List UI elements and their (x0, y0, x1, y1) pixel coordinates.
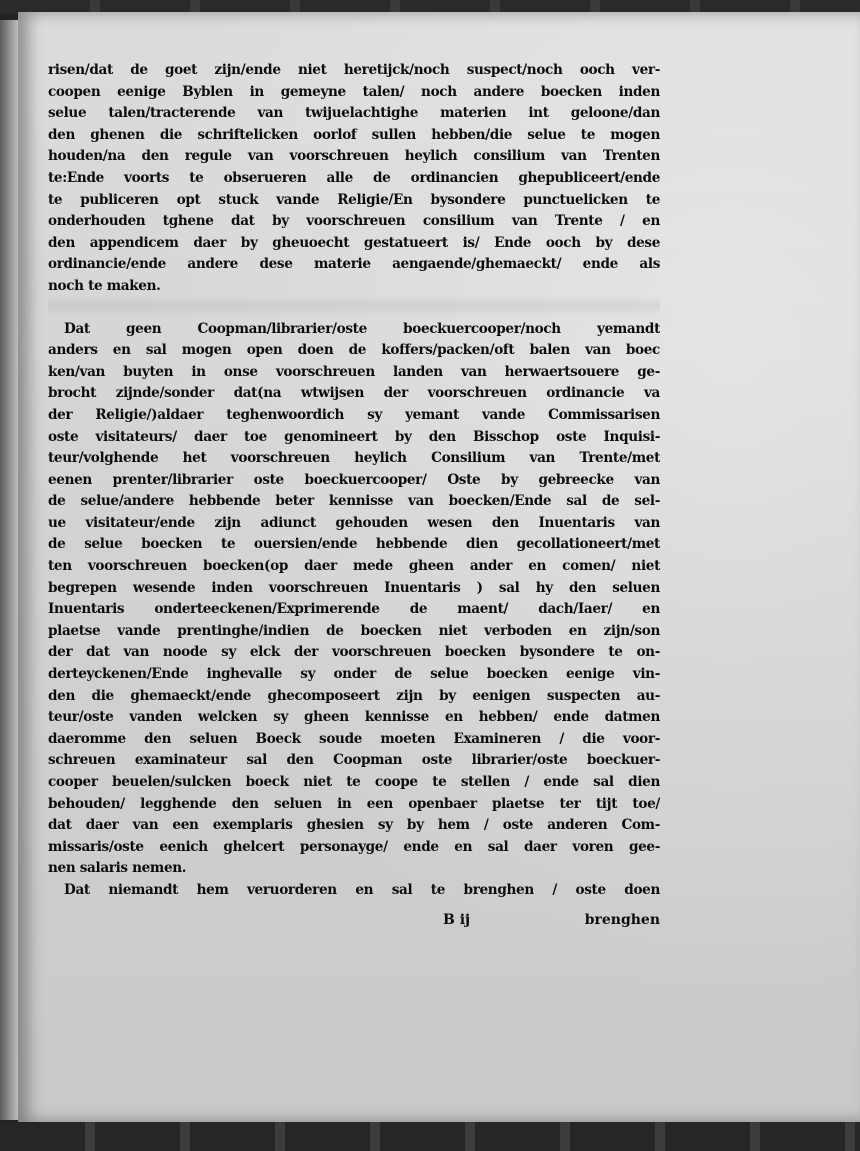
text-line: Inuentaris onderteeckenen/Exprimerende de maent/ dach/Iaer/ en (48, 601, 660, 618)
page-gutter-edge (0, 20, 20, 1120)
text-line: ue visitateur/ende zijn adiunct gehouden wesen den Inuentaris van (48, 514, 660, 531)
paragraph-1 (48, 60, 660, 298)
text-line: anders en sal mogen open doen de koffers/packen/oft balen van boec (48, 342, 660, 359)
text-line: te:Ende voorts te obserueren alle de ordinancien ghepubliceert/ende (48, 169, 660, 186)
text-line: der Religie/)aldaer teghenwoordich sy yemant vande Commissarisen (48, 406, 660, 423)
text-line: dat daer van een exemplaris ghesien sy by hem / oste anderen Com- (48, 817, 660, 834)
paragraph-2 (48, 319, 660, 880)
text-line: noch te maken. (48, 277, 161, 294)
text-line: den die ghemaeckt/ende ghecomposeert zijn by eenigen suspecten au- (48, 687, 660, 704)
text-line: den appendicem daer by gheuoecht gestatueert is/ Ende ooch by dese (48, 234, 660, 251)
signature-mark: B ij (443, 912, 471, 928)
text-line: nen salaris nemen. (48, 860, 187, 877)
text-line: der dat van noode sy elck der voorschreuen boecken bysondere te on- (48, 644, 660, 661)
text-line: houden/na den regule van voorschreuen heylich consilium van Trenten (48, 148, 660, 165)
text-line: teur/oste vanden welcken sy gheen kennisse en hebben/ ende datmen (48, 709, 660, 726)
text-line: missaris/oste eenich ghelcert personayge/ ende en sal daer voren gee- (48, 838, 660, 855)
text-line: te publiceren opt stuck vande Religie/En bysondere punctuelicken te (48, 191, 660, 208)
text-line: coopen eenige Byblen in gemeyne talen/ noch andere boecken inden (48, 83, 660, 100)
text-line: oste visitateurs/ daer toe genomineert by den Bisschop oste Inquisi- (48, 428, 660, 445)
text-line: plaetse vande prentinghe/indien de boecken niet verboden en zijn/son (48, 622, 660, 639)
text-line: Dat geen Coopman/librarier/oste boeckuercooper/noch yemandt (64, 320, 660, 337)
text-line: daeromme den seluen Boeck soude moeten Examineren / die voor- (48, 730, 660, 747)
paragraph-3-first-line: Dat niemandt hem veruorderen en sal te brenghen / oste doen (64, 881, 660, 898)
text-line: onderhouden tghene dat by voorschreuen consilium van Trente / en (48, 213, 660, 230)
text-line: brocht zijnde/sonder dat(na wtwijsen der voorschreuen ordinancie va (48, 385, 660, 402)
text-line: ordinancie/ende andere dese materie aengaende/ghemaeckt/ ende als (48, 256, 660, 273)
text-line: cooper beuelen/sulcken boeck niet te coope te stellen / ende sal dien (48, 774, 660, 790)
scanner-bed-bottom (0, 1122, 860, 1151)
text-line: teur/volghende het voorschreuen heylich Consilium van Trente/met (48, 450, 660, 467)
text-line: de selue/andere hebbende beter kennisse van boecken/Ende sal de sel- (48, 493, 660, 510)
text-line: de selue boecken te ouersien/ende hebbende dien gecollationeert/met (48, 536, 660, 553)
text-line: derteyckenen/Ende inghevalle sy onder de selue boecken eenige vin- (48, 666, 660, 683)
text-line: begrepen wesende inden voorschreuen Inuentaris ) sal hy den seluen (48, 579, 660, 596)
text-line: ten voorschreuen boecken(op daer mede gheen ander en comen/ niet (48, 558, 660, 575)
paragraph-gap (48, 298, 660, 319)
page-footer (48, 912, 660, 934)
document-page (18, 12, 860, 1122)
text-line: ken/van buyten in onse voorschreuen landen van herwaertsouere ge- (48, 363, 660, 380)
text-line: den ghenen die schriftelicken oorlof sullen hebben/die selue te mogen (48, 126, 660, 143)
text-line: eenen prenter/librarier oste boeckuercooper/ Oste by gebreecke van (48, 471, 660, 488)
text-line: selue talen/tracterende van twijuelachtighe materien int geloone/dan (48, 105, 660, 122)
text-line: risen/dat de goet zijn/ende niet heretijck/noch suspect/noch ooch ver- (48, 62, 660, 78)
text-line: schreuen examinateur sal den Coopman oste librarier/oste boeckuer- (48, 752, 660, 769)
catchword: brenghen (584, 912, 660, 928)
body-text (48, 60, 660, 902)
text-line: behouden/ legghende den seluen in een openbaer plaetse ter tijt toe/ (48, 795, 660, 812)
